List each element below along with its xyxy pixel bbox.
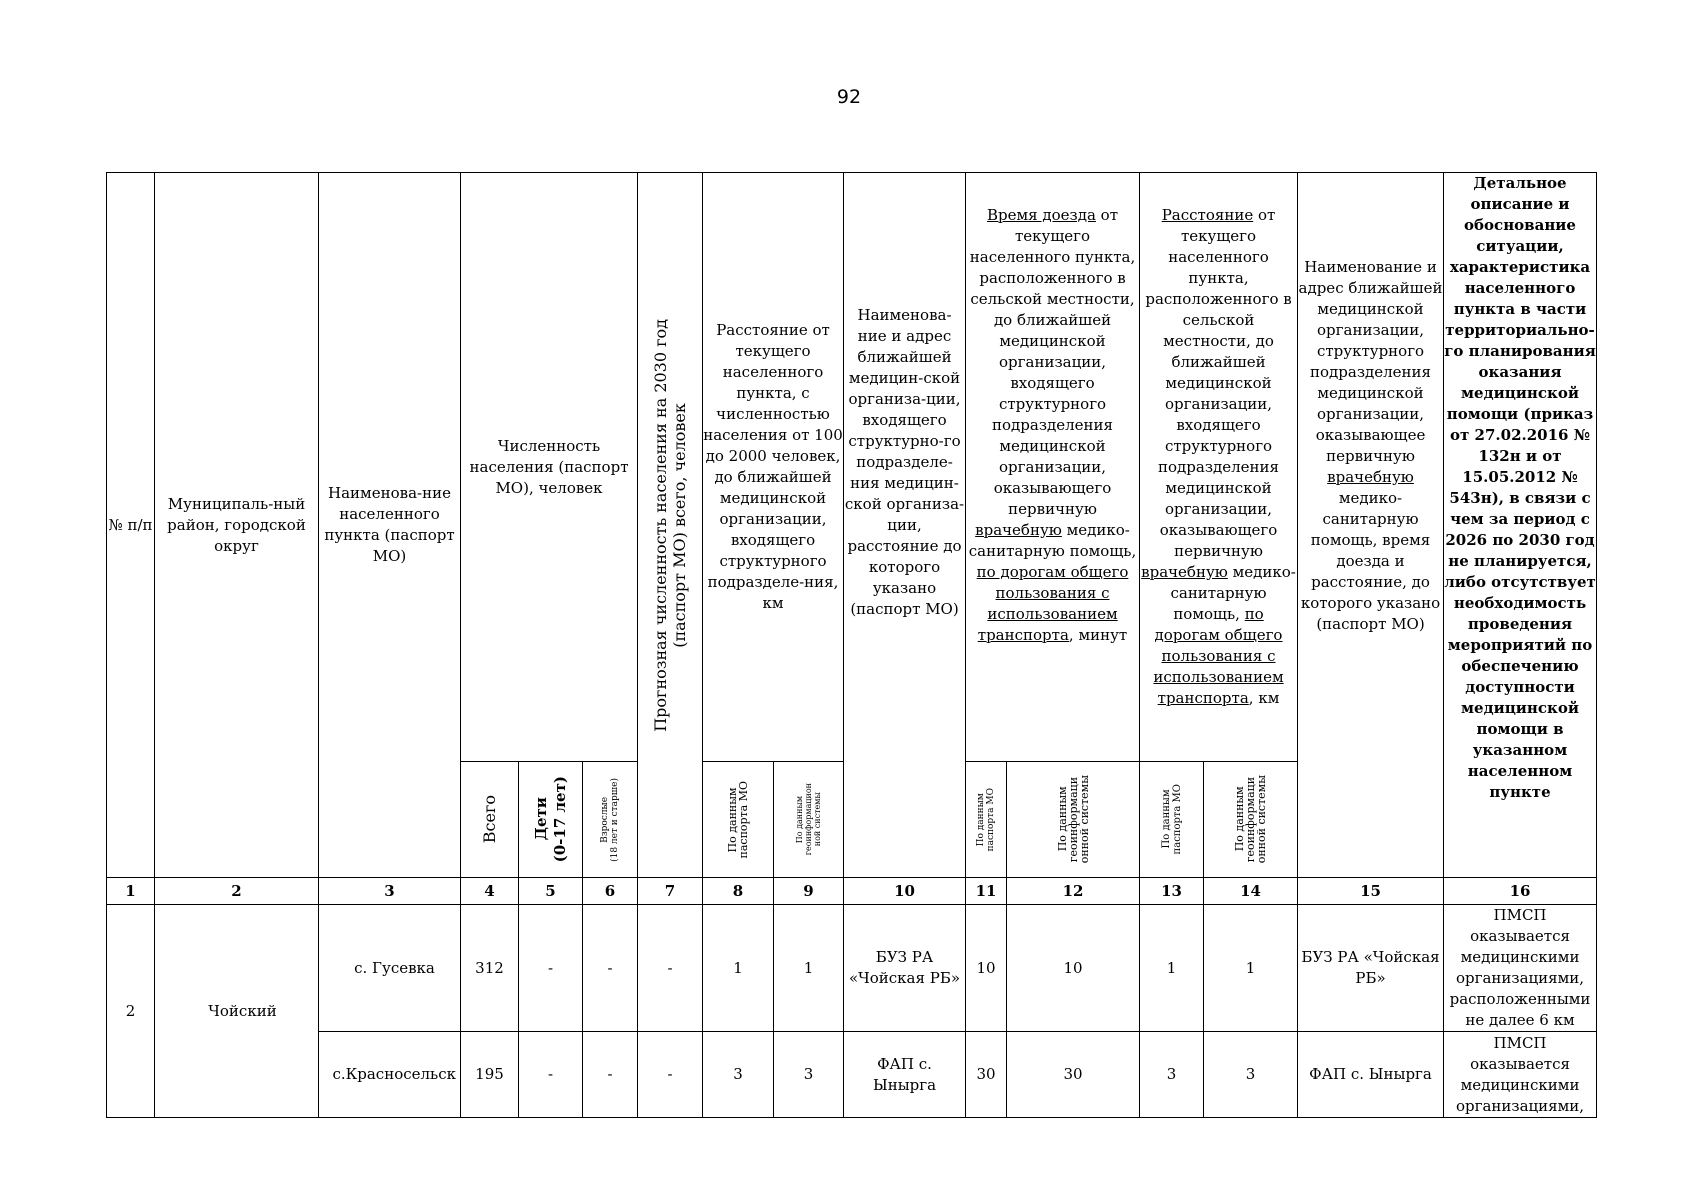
forecast-cell: -	[638, 905, 703, 1032]
header-pmsp-org-u: врачебную	[1327, 468, 1414, 486]
header-road-passport-line1: По данным	[1160, 789, 1172, 850]
table-row	[107, 1032, 1597, 1118]
header-road-distance-u2: врачебную	[1141, 563, 1228, 581]
header-adults-line1: Взрослые	[600, 796, 610, 843]
header-travel-time-t1: от текущего населенного пункта, расположенного в сельской местности, до ближайшей медицинской организации, входящего структурного подразделения медицинской организации, оказывающего первичную	[969, 206, 1136, 518]
column-number: 3	[319, 878, 461, 905]
district-cell: Чойский	[155, 905, 319, 1118]
header-road-gis-line1: По данным	[1233, 786, 1247, 853]
header-time-passport	[966, 762, 1007, 878]
time-gis-cell: 10	[1007, 905, 1140, 1032]
header-time-gis-line3: онной системы	[1077, 775, 1091, 864]
column-number: 16	[1444, 878, 1597, 905]
header-road-gis	[1204, 762, 1298, 878]
adults-cell: -	[583, 905, 638, 1032]
header-population-group: Численность населения (паспорт МО), человек	[461, 173, 638, 762]
page-number: 92	[836, 86, 862, 108]
header-forecast	[638, 173, 703, 878]
header-distance-group: Расстояние от текущего населенного пункта, с численностью населения от 100 до 2000 человек, до ближайшей медицинской организации, входящего структурного подразделе-ния, км	[703, 173, 844, 762]
time-passport-cell: 30	[966, 1032, 1007, 1118]
header-time-passport-line2: паспорта МО	[986, 787, 997, 852]
header-dist-passport	[703, 762, 774, 878]
time-passport-cell: 10	[966, 905, 1007, 1032]
header-dist-gis-line3: ной системы	[813, 792, 823, 847]
header-nearest-org: Наименова-ние и адрес ближайшей медицин-ской организа-ции, входящего структурно-го подразделе-ния медицин-ской организа-ции, расстояние до которого указано (паспорт МО)	[844, 173, 966, 878]
header-forecast-line1: Прогнозная численность населения на 2030 год	[651, 318, 671, 732]
header-dist-passport-line2: паспорта МО	[737, 780, 751, 859]
header-travel-time-u3: по дорогам общего пользования с использованием транспорта	[976, 563, 1129, 644]
header-description: Детальное описание и обоснование ситуации, характеристика населенного пункта в части территориально-го планирования оказания медицинской помощи (приказ от 27.02.2016 № 132н и от 15.05.2012 № 543н), в связи с чем за период с 2026 по 2030 год не планируется, либо отсутствует необходимость проведения мероприятий по обеспечению доступности медицинской помощи в указанном населенном пункте	[1444, 173, 1597, 878]
header-road-gis-line2: геоинформаци	[1244, 776, 1258, 863]
header-time-gis-line1: По данным	[1055, 786, 1069, 853]
column-number: 4	[461, 878, 519, 905]
dist-gis-cell: 1	[774, 905, 844, 1032]
settlement-cell: с. Гусевка	[319, 905, 461, 1032]
header-road-distance-t1: от текущего населенного пункта, расположенного в сельской местности, до ближайшей медицинской организации, входящего структурного подразделения медицинской организации, оказывающего первичную	[1145, 206, 1292, 560]
header-dist-gis	[774, 762, 844, 878]
road-gis-cell: 1	[1204, 905, 1298, 1032]
nearest-org-cell: БУЗ РА «Чойская РБ»	[844, 905, 966, 1032]
pmsp-org-cell: ФАП с. Ыныргa	[1298, 1032, 1444, 1118]
header-pmsp-org-t1: Наименование и адрес ближайшей медицинской организации, структурного подразделения медицинской организации, оказывающее первичную	[1298, 258, 1443, 465]
header-travel-time-group	[966, 173, 1140, 762]
road-gis-cell: 3	[1204, 1032, 1298, 1118]
column-number-row	[107, 878, 1597, 905]
header-travel-time-t2: медико-санитарную помощь,	[968, 521, 1137, 560]
total-cell: 312	[461, 905, 519, 1032]
header-travel-time-u2: врачебную	[975, 521, 1062, 539]
header-number: № п/п	[107, 173, 155, 878]
header-row-top	[107, 173, 1597, 762]
header-time-gis-line2: геоинформаци	[1066, 776, 1080, 863]
column-number: 10	[844, 878, 966, 905]
column-number: 6	[583, 878, 638, 905]
column-number: 8	[703, 878, 774, 905]
column-number: 5	[519, 878, 583, 905]
children-cell: -	[519, 905, 583, 1032]
column-number: 9	[774, 878, 844, 905]
column-number: 13	[1140, 878, 1204, 905]
road-passport-cell: 3	[1140, 1032, 1204, 1118]
header-children	[519, 762, 583, 878]
header-road-distance-t3: , км	[1248, 689, 1280, 707]
column-number: 12	[1007, 878, 1140, 905]
header-children-line2: (0-17 лет)	[550, 776, 569, 863]
adults-cell: -	[583, 1032, 638, 1118]
nearest-org-cell: ФАП с. Ыныргa	[844, 1032, 966, 1118]
header-road-distance-t2: медико-санитарную помощь,	[1170, 563, 1296, 623]
road-passport-cell: 1	[1140, 905, 1204, 1032]
header-road-distance-group	[1140, 173, 1298, 762]
header-pmsp-org	[1298, 173, 1444, 878]
header-road-gis-line3: онной системы	[1255, 775, 1269, 864]
header-dist-gis-line1: По данным	[795, 795, 805, 844]
settlements-table	[106, 172, 1597, 1118]
table-row	[107, 905, 1597, 1032]
column-number: 15	[1298, 878, 1444, 905]
header-road-distance-u1: Расстояние	[1161, 206, 1254, 224]
time-gis-cell: 30	[1007, 1032, 1140, 1118]
header-district: Муниципаль-ный район, городской округ	[155, 173, 319, 878]
column-number: 11	[966, 878, 1007, 905]
forecast-cell: -	[638, 1032, 703, 1118]
settlement-cell: с.Красносельск	[319, 1032, 461, 1118]
header-road-passport	[1140, 762, 1204, 878]
header-forecast-line2: (паспорт МО) всего, человек	[670, 402, 690, 648]
total-cell: 195	[461, 1032, 519, 1118]
header-travel-time-t3: , минут	[1068, 626, 1128, 644]
header-total	[461, 762, 519, 878]
description-cell: ПМСП оказывается медицинскими организациями, расположенными не далее 6 км	[1444, 905, 1597, 1032]
header-time-gis	[1007, 762, 1140, 878]
header-adults	[583, 762, 638, 878]
description-cell: ПМСП оказывается медицинскими организациями,	[1444, 1032, 1597, 1118]
row-number: 2	[107, 905, 155, 1118]
header-children-line1: Дети	[531, 797, 550, 842]
children-cell: -	[519, 1032, 583, 1118]
column-number: 7	[638, 878, 703, 905]
header-road-distance-u3: по дорогам общего пользования с использованием транспорта	[1153, 605, 1284, 707]
column-number: 14	[1204, 878, 1298, 905]
dist-gis-cell: 3	[774, 1032, 844, 1118]
header-settlement: Наименова-ние населенного пункта (паспорт МО)	[319, 173, 461, 878]
header-road-passport-line2: паспорта МО	[1171, 784, 1183, 855]
header-travel-time-u1: Время доезда	[987, 206, 1096, 224]
column-number: 2	[155, 878, 319, 905]
header-adults-line2: (18 лет и старше)	[610, 777, 620, 862]
header-dist-gis-line2: геоинформацион	[804, 783, 814, 856]
header-dist-passport-line1: По данным	[726, 786, 740, 853]
header-pmsp-org-t2: медико-санитарную помощь, время доезда и расстояние, до которого указано (паспорт МО)	[1300, 489, 1441, 633]
header-time-passport-line1: По данным	[976, 792, 987, 847]
header-total-text: Всего	[480, 795, 499, 844]
dist-passport-cell: 1	[703, 905, 774, 1032]
dist-passport-cell: 3	[703, 1032, 774, 1118]
pmsp-org-cell: БУЗ РА «Чойская РБ»	[1298, 905, 1444, 1032]
column-number: 1	[107, 878, 155, 905]
